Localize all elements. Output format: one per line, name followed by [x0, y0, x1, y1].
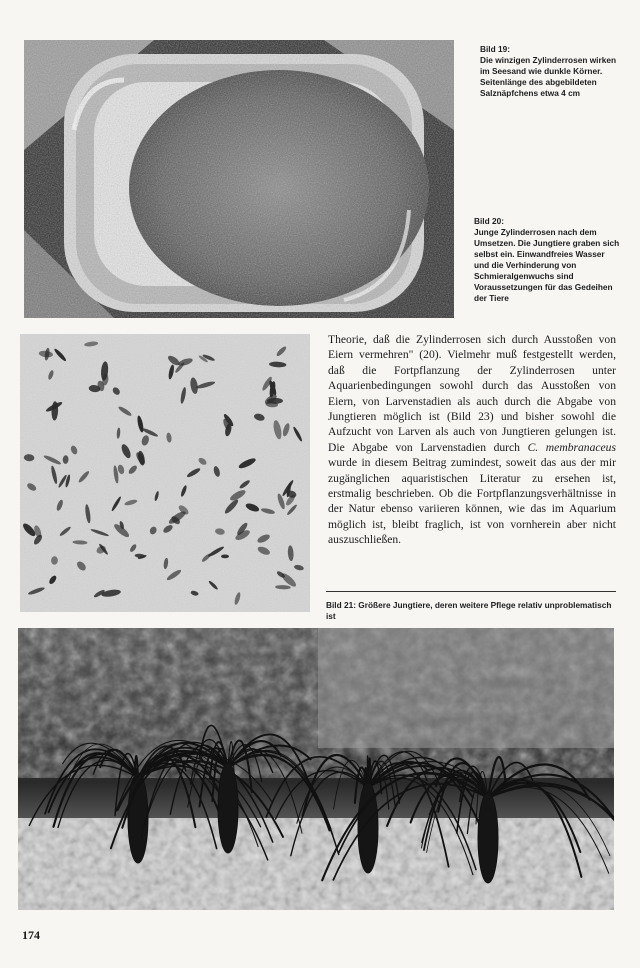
- figure-21-caption-text: Größere Jungtiere, deren weitere Pflege relativ unproblematisch ist: [326, 600, 612, 621]
- anemone-tube: [218, 763, 238, 853]
- caption-divider: [326, 591, 616, 592]
- figure-19-caption: [480, 44, 620, 99]
- figure-21-photo: [18, 628, 614, 910]
- figure-20-caption-text: Junge Zylinderrosen nach dem Umsetzen. Die Jungtiere graben sich selbst ein. Einwandfreies Wasser und die Verhinderung von Schmieralgenwuchs sind Voraussetzungen für das Gedeihen der Tiere: [474, 227, 620, 303]
- species-name: C. membranaceus: [527, 440, 616, 454]
- figure-19-caption-text: Die winzigen Zylinderrosen wirken im Seesand wie dunkle Körner. Seitenlänge des abgebildeten Salznäpfchens etwa 4 cm: [480, 55, 617, 98]
- figure-20-caption: [474, 216, 620, 304]
- figure-20-label: Bild 20:: [474, 216, 504, 226]
- figure-20-photo: [20, 334, 310, 612]
- body-text-part2: wurde in diesem Beitrag zumindest, soweit das aus der mir zugänglichen aquaristischen Literatur zu ersehen ist, erstmalig beschrieben. Ob die Fortpflanzungsverhältnisse in der Natur ebenso variieren können, wie das im Aquarium möglich ist, bleibt fraglich, ist von vornherein aber nicht auszuschließen.: [328, 456, 616, 547]
- body-text-part1: Theorie, daß die Zylinderrosen sich durch Ausstoßen von Eiern vermehren" (20). Vielmehr muß festgestellt werden, daß die Fortpflanzung der Zylinderrosen unter Aquarienbedingungen sowohl durch das Ausstoßen von Eiern, von Larvenstadien als auch durch die Abgabe von Jungtieren möglich ist (Bild 23) und bisher sowohl die Aufzucht von Larven als auch von Jungtieren gelungen ist. Die Abgabe von Larvenstadien durch: [328, 333, 616, 454]
- article-body-text: [328, 332, 616, 548]
- figure-21-caption: [326, 600, 620, 622]
- anemone-tube: [478, 793, 498, 883]
- anemone-speck: [221, 555, 229, 559]
- figure-21-label: Bild 21:: [326, 600, 356, 610]
- figure-19-photo: [24, 40, 454, 318]
- page-number: 174: [22, 928, 40, 942]
- figure-19-label: Bild 19:: [480, 44, 510, 54]
